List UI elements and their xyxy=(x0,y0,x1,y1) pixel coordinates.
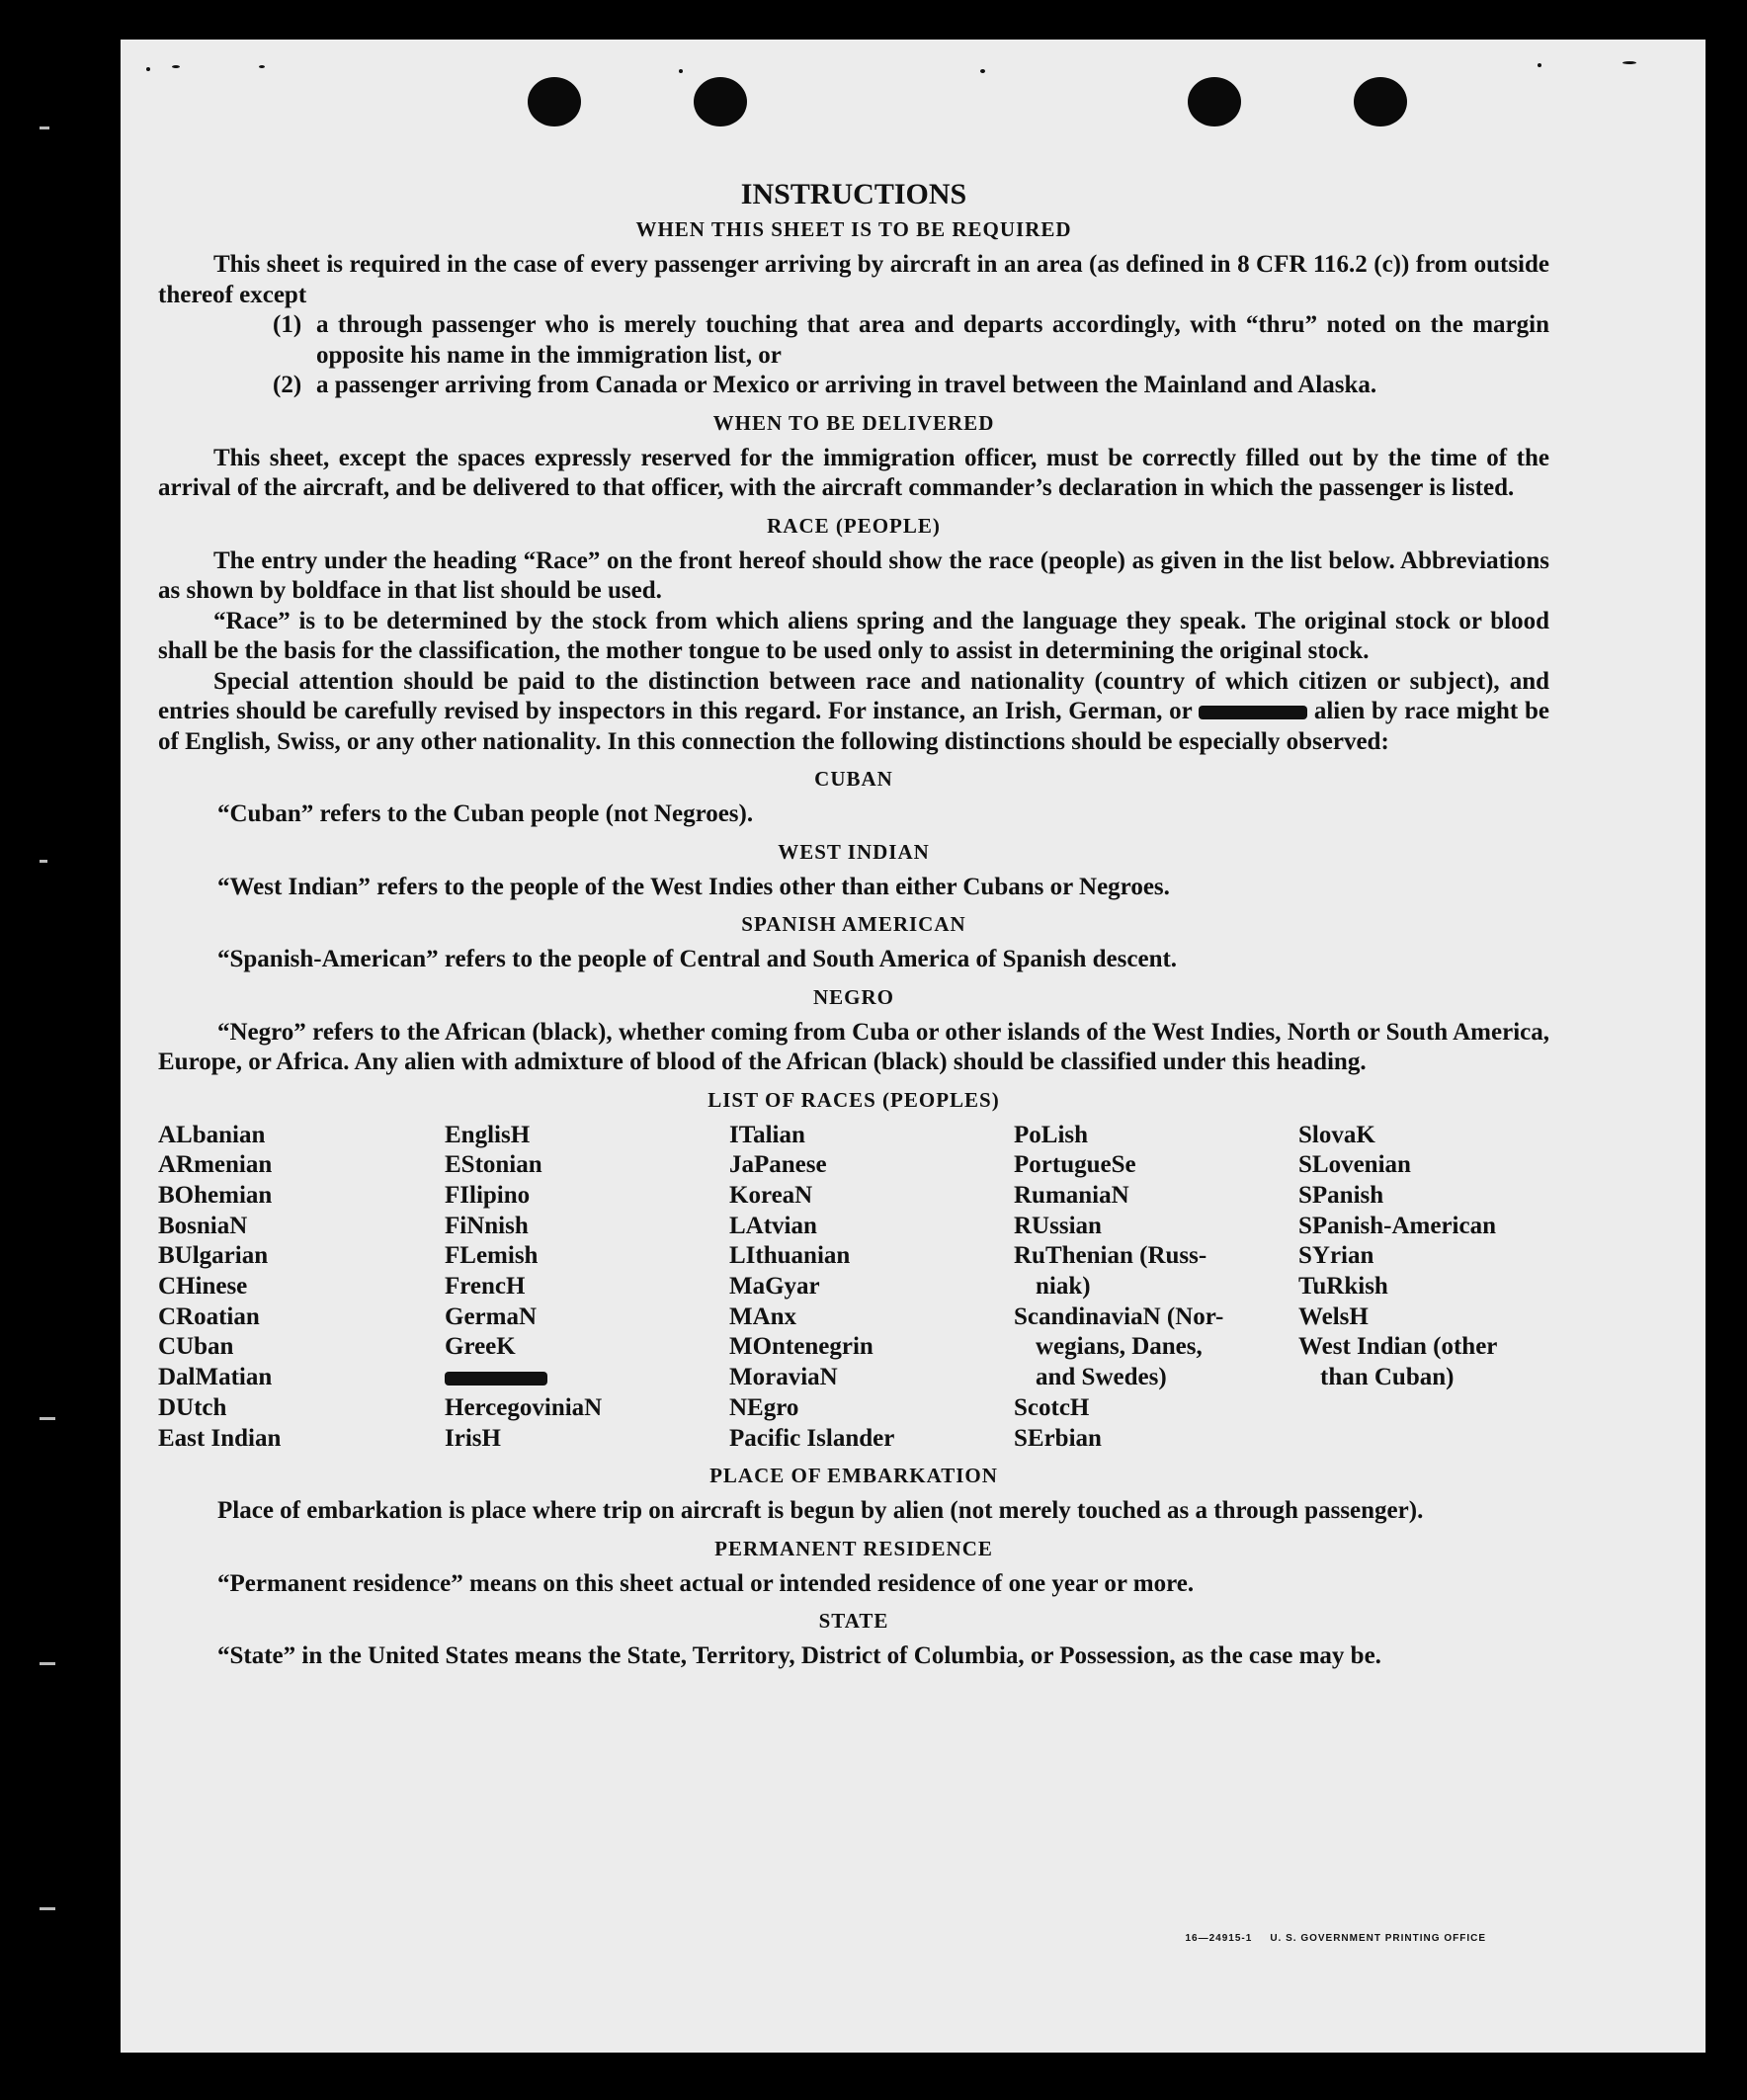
section-heading: PERMANENT RESIDENCE xyxy=(714,1536,993,1560)
paragraph: The entry under the heading “Race” on the front hereof should show the race (people) as given in the list below. Abbreviations as shown by boldface in that list should be used. xyxy=(158,546,1549,604)
paragraph: Place of embarkation is place where trip on aircraft is begun by alien (not merely touched as a through passenger). xyxy=(217,1497,1424,1525)
scan-speck xyxy=(980,69,985,73)
scan-speck xyxy=(172,65,180,68)
race-entry-continued: than Cuban) xyxy=(1320,1364,1455,1391)
item-text: a through passenger who is merely touching that area and departs accordingly, with “thru” noted on the margin opposite his name in the immigration list, or xyxy=(316,311,1549,369)
punch-hole xyxy=(1188,77,1241,126)
race-entry: EnglisH xyxy=(445,1121,531,1148)
race-entry: ScandinaviaN (Nor- xyxy=(1014,1302,1224,1330)
paragraph: This sheet is required in the case of every passenger arriving by aircraft in an area (as defined in 8 CFR 116.2 (c)) from outside thereof except xyxy=(158,251,1549,308)
scan-speck xyxy=(146,67,150,71)
race-entry: ARmenian xyxy=(158,1151,273,1179)
race-entry-continued: and Swedes) xyxy=(1036,1364,1167,1391)
race-entry: TuRkish xyxy=(1298,1273,1388,1301)
race-entry: SPanish-American xyxy=(1298,1212,1496,1239)
race-entry: RUssian xyxy=(1014,1212,1102,1239)
race-entry: NEgro xyxy=(729,1393,799,1421)
race-entry: RumaniaN xyxy=(1014,1181,1129,1209)
race-entry: CRoatian xyxy=(158,1302,260,1330)
paragraph: “Permanent residence” means on this sheet actual or intended residence of one year or more. xyxy=(217,1569,1195,1597)
section-heading: WEST INDIAN xyxy=(778,839,930,864)
punch-hole xyxy=(528,77,581,126)
race-entry: IrisH xyxy=(445,1424,501,1452)
race-entry: ITalian xyxy=(729,1121,805,1148)
race-entry: SlovaK xyxy=(1298,1121,1375,1148)
paragraph-text: Special attention should be paid to the distinction between race and nationality (country of which citizen or subject), and entries should be carefully revised by inspectors in this regard. For instance, an Irish, German, or xyxy=(158,667,1549,724)
printer-footer xyxy=(1167,1933,1486,1944)
race-entry: HercegoviniaN xyxy=(445,1393,603,1421)
race-entry: SLovenian xyxy=(1298,1151,1411,1179)
race-entry: SErbian xyxy=(1014,1424,1102,1452)
list-item xyxy=(273,371,1549,401)
scan-edge-mark xyxy=(40,126,49,129)
instructions-body xyxy=(158,178,1549,1672)
race-entry: MoraviaN xyxy=(729,1364,838,1391)
race-entry: EStonian xyxy=(445,1151,542,1179)
race-entry: ALbanian xyxy=(158,1121,266,1148)
section-heading: WHEN TO BE DELIVERED xyxy=(712,410,995,435)
section-heading: CUBAN xyxy=(814,767,893,791)
race-entry: PortugueSe xyxy=(1014,1151,1136,1179)
race-entry: MAnx xyxy=(729,1302,797,1330)
race-entry: FiNnish xyxy=(445,1212,529,1239)
race-entry: WelsH xyxy=(1298,1302,1369,1330)
paragraph: This sheet, except the spaces expressly reserved for the immigration officer, must be correctly filled out by the time of the arrival of the aircraft, and be delivered to that officer, with the aircraft commander’s declaration in which the passenger is listed. xyxy=(158,444,1549,501)
race-entry: KoreaN xyxy=(729,1181,813,1209)
race-column xyxy=(729,1121,1014,1455)
punch-hole xyxy=(694,77,747,126)
paragraph: “West Indian” refers to the people of the West Indies other than either Cubans or Negroes. xyxy=(217,873,1170,900)
paragraph: “Race” is to be determined by the stock from which aliens spring and the language they speak. The original stock or blood shall be the basis for the classification, the mother tongue to be used only to assist in determining the original stock. xyxy=(158,607,1549,664)
race-entry-redacted xyxy=(445,1363,729,1393)
race-entry: West Indian (other xyxy=(1298,1333,1498,1361)
printer-imprint: U. S. GOVERNMENT PRINTING OFFICE xyxy=(1270,1933,1486,1944)
race-entry: MOntenegrin xyxy=(729,1333,874,1361)
race-entry: PoLish xyxy=(1014,1121,1089,1148)
race-entry: SPanish xyxy=(1298,1181,1384,1209)
section-heading: LIST OF RACES (PEOPLES) xyxy=(707,1087,1000,1112)
page-title: INSTRUCTIONS xyxy=(740,178,967,210)
race-entry: LIthuanian xyxy=(729,1242,851,1270)
race-entry: GreeK xyxy=(445,1333,516,1361)
scan-edge-mark xyxy=(40,1907,55,1910)
race-entry: SYrian xyxy=(1298,1242,1374,1270)
document-page xyxy=(121,40,1705,2053)
race-entry: JaPanese xyxy=(729,1151,827,1179)
race-entry-continued: niak) xyxy=(1036,1273,1091,1301)
race-entry: East Indian xyxy=(158,1424,282,1452)
section-heading: RACE (PEOPLE) xyxy=(767,513,941,538)
paragraph: “Cuban” refers to the Cuban people (not Negroes). xyxy=(217,800,754,827)
section-heading: PLACE OF EMBARKATION xyxy=(709,1464,998,1488)
race-entry: FLemish xyxy=(445,1242,539,1270)
race-column xyxy=(158,1121,445,1455)
section-heading: NEGRO xyxy=(812,984,894,1009)
race-entry: ScotcH xyxy=(1014,1393,1090,1421)
race-list xyxy=(158,1121,1549,1455)
race-entry: CHinese xyxy=(158,1273,248,1301)
race-entry: LAtvian xyxy=(729,1212,817,1239)
scan-speck xyxy=(1538,63,1541,67)
item-text: a passenger arriving from Canada or Mexico or arriving in travel between the Mainland and Alaska. xyxy=(316,372,1377,398)
punch-hole xyxy=(1354,77,1407,126)
race-entry: Pacific Islander xyxy=(729,1424,895,1452)
race-entry-continued: wegians, Danes, xyxy=(1036,1333,1203,1361)
paragraph: “Spanish-American” refers to the people of Central and South America of Spanish descent. xyxy=(217,946,1178,972)
race-entry: BOhemian xyxy=(158,1181,273,1209)
scan-speck xyxy=(1622,61,1636,64)
scan-edge-mark xyxy=(40,860,47,863)
race-entry: DalMatian xyxy=(158,1364,273,1391)
race-column xyxy=(1298,1121,1545,1455)
section-heading: SPANISH AMERICAN xyxy=(741,912,966,936)
scan-edge-mark xyxy=(40,1662,55,1665)
race-column xyxy=(445,1121,729,1455)
race-column xyxy=(1014,1121,1298,1455)
scan-speck xyxy=(259,65,265,68)
section-heading: WHEN THIS SHEET IS TO BE REQUIRED xyxy=(635,217,1072,241)
item-number: (1) xyxy=(273,311,302,338)
race-entry: CUban xyxy=(158,1333,234,1361)
redaction-mark xyxy=(1199,706,1307,719)
race-entry: GermaN xyxy=(445,1302,538,1330)
paragraph: “State” in the United States means the State, Territory, District of Columbia, or Possession, as the case may be. xyxy=(217,1642,1381,1670)
redaction-mark xyxy=(445,1372,547,1386)
paragraph: “Negro” refers to the African (black), whether coming from Cuba or other islands of the West Indies, North or South America, Europe, or Africa. Any alien with admixture of blood of the African (black) should be classified under this heading. xyxy=(158,1018,1549,1075)
paragraph xyxy=(158,667,1549,758)
race-entry: DUtch xyxy=(158,1393,227,1421)
scan-speck xyxy=(679,69,683,73)
race-entry: RuThenian (Russ- xyxy=(1014,1242,1207,1270)
section-heading: STATE xyxy=(818,1609,889,1634)
form-number: 16—24915-1 xyxy=(1185,1933,1253,1944)
scan-edge-mark xyxy=(40,1417,55,1420)
race-entry: BosniaN xyxy=(158,1212,248,1239)
race-entry: MaGyar xyxy=(729,1273,820,1301)
paragraph-text: alien by race might be of English, Swiss, or any other nationality. In this connection the following distinctions should be especially observed: xyxy=(158,698,1549,755)
race-entry: FrencH xyxy=(445,1273,526,1301)
race-entry: FIlipino xyxy=(445,1181,531,1209)
item-number: (2) xyxy=(273,372,302,398)
race-entry: BUlgarian xyxy=(158,1242,269,1270)
list-item xyxy=(273,310,1549,371)
